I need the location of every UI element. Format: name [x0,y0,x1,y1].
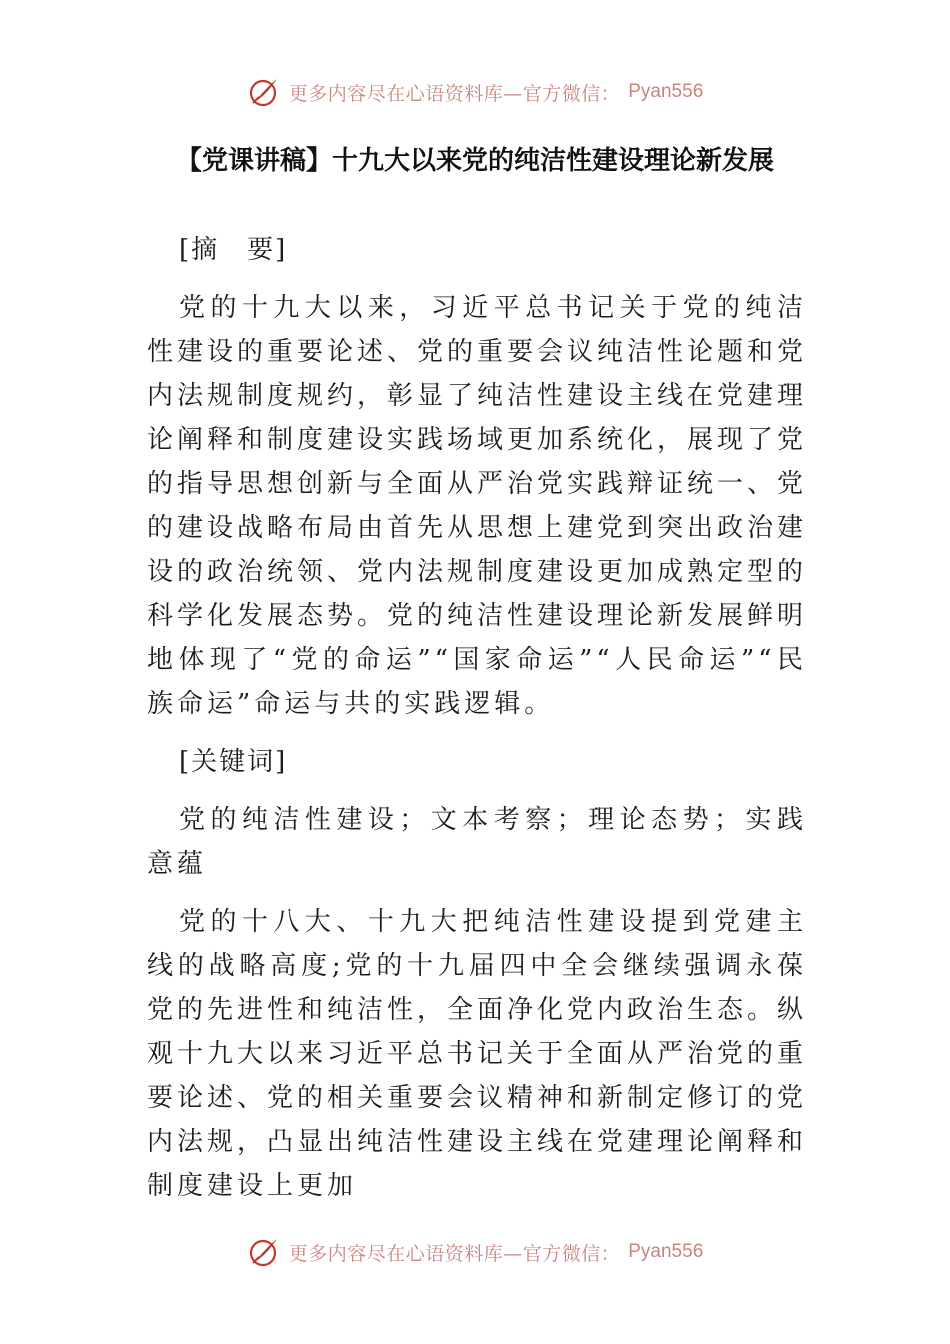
document-title: 【党课讲稿】十九大以来党的纯洁性建设理论新发展 [175,146,774,176]
quill-logo-icon [247,1235,281,1269]
abstract-paragraph: 党的十九大以来，习近平总书记关于党的纯洁性建设的重要论述、党的重要会议纯洁性论题和党内法规制度规约，彰显了纯洁性建设主线在党建理论阐释和制度建设实践场域更加系统化，展现了党的指导思想创新与全面从严治党实践辩证统一、党的建设战略布局由首先从思想上建党到突出政治建设的政治统领、党内法规制度建设更加成熟定型的科学化发展态势。党的纯洁性建设理论新发展鲜明地体现了“党的命运”“国家命运”“人民命运”“民族命运”命运与共的实践逻辑。 [147,293,808,719]
quill-logo-icon [247,75,281,109]
footer-watermark [0,1232,950,1272]
abstract-label: [摘 要] [179,235,288,265]
header-watermark [0,72,950,112]
keywords-paragraph: 党的纯洁性建设；文本考察；理论态势；实践意蕴 [147,805,807,879]
watermark-wechat-id: Pyan556 [628,81,704,102]
document-body [147,228,807,1222]
watermark-text: 更多内容尽在心语资料库—官方微信： [288,1242,621,1265]
watermark-text: 更多内容尽在心语资料库—官方微信： [288,82,621,105]
watermark-wechat-id: Pyan556 [628,1241,704,1262]
keywords-label: [关键词] [179,747,288,777]
body-paragraph: 党的十八大、十九大把纯洁性建设提到党建主线的战略高度;党的十九届四中全会继续强调永葆党的先进性和纯洁性，全面净化党内政治生态。纵观十九大以来习近平总书记关于全面从严治党的重要论述、党的相关重要会议精神和新制定修订的党内法规，凸显出纯洁性建设主线在党建理论阐释和制度建设上更加 [147,907,808,1201]
